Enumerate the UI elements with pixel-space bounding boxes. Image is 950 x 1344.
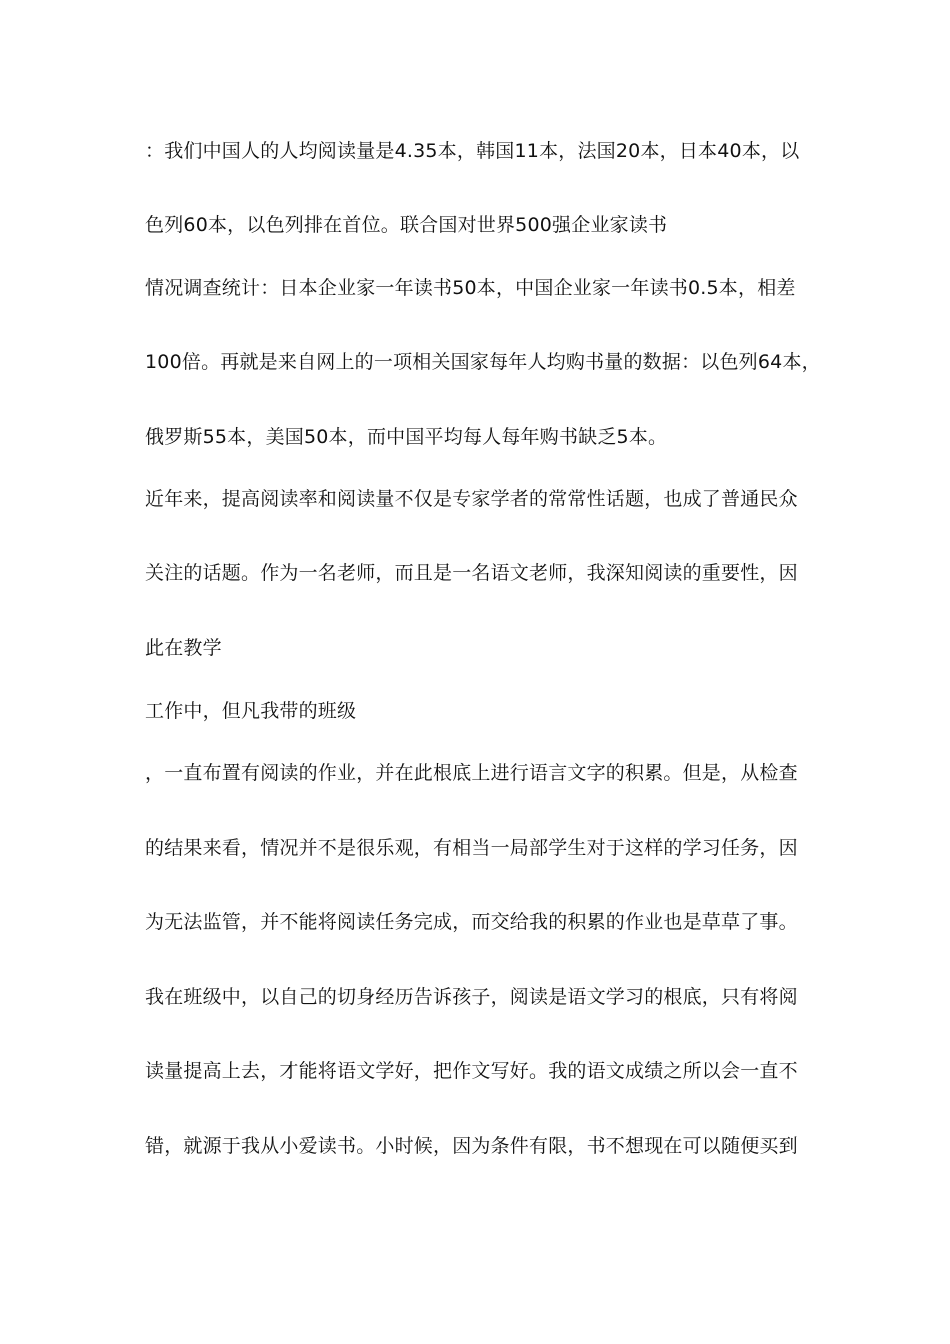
text-line: ，一直布置有阅读的作业，并在此根底上进行语言文字的积累。但是，从检查 (145, 762, 798, 784)
text-line: 俄罗斯55本，美国50本，而中国平均每人每年购书缺乏5本。 (145, 426, 668, 448)
text-line: 为无法监管，并不能将阅读任务完成，而交给我的积累的作业也是草草了事。 (145, 911, 798, 933)
text-line: 此在教学 (145, 637, 222, 659)
text-line: ：我们中国人的人均阅读量是4.35本，韩国11本，法国20本，日本40本，以 (145, 140, 800, 162)
text-line: 色列60本，以色列排在首位。联合国对世界500强企业家读书 (145, 214, 668, 236)
text-line: 错，就源于我从小爱读书。小时候，因为条件有限，书不想现在可以随便买到 (145, 1135, 798, 1157)
text-line: 关注的话题。作为一名老师，而且是一名语文老师，我深知阅读的重要性，因 (145, 562, 798, 584)
text-line: 读量提高上去，才能将语文学好，把作文写好。我的语文成绩之所以会一直不 (145, 1060, 798, 1082)
text-line: 100倍。再就是来自网上的一项相关国家每年人均购书量的数据：以色列64本， (145, 351, 821, 373)
text-line: 近年来，提高阅读率和阅读量不仅是专家学者的常常性话题，也成了普通民众 (145, 488, 798, 510)
text-line: 的结果来看，情况并不是很乐观，有相当一局部学生对于这样的学习任务，因 (145, 837, 798, 859)
text-line: 工作中，但凡我带的班级 (145, 700, 357, 722)
text-line: 我在班级中，以自己的切身经历告诉孩子，阅读是语文学习的根底，只有将阅 (145, 986, 798, 1008)
text-line: 情况调查统计：日本企业家一年读书50本，中国企业家一年读书0.5本，相差 (145, 277, 796, 299)
